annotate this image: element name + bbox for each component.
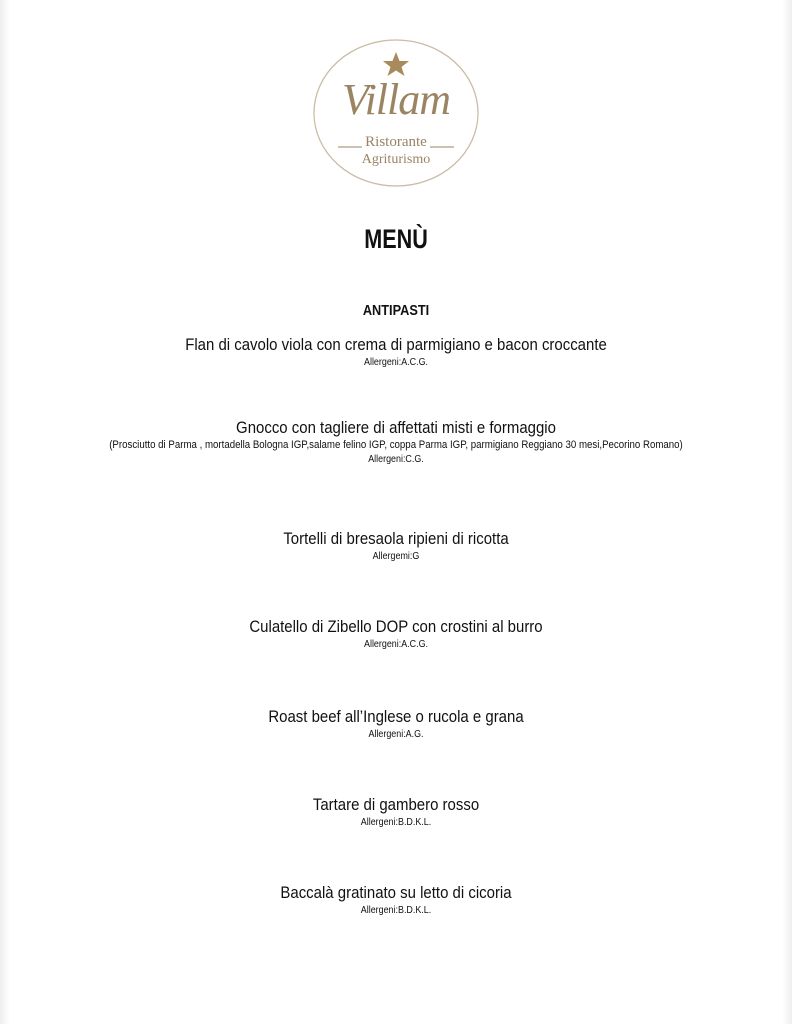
menu-item xyxy=(0,707,792,741)
menu-item xyxy=(0,617,792,651)
dish-name: Tortelli di bresaola ripieni di ricotta xyxy=(283,529,509,548)
dish-allergens: Allergeni:C.G. xyxy=(368,453,424,465)
restaurant-logo xyxy=(312,38,480,188)
menu-item xyxy=(0,883,792,917)
dish-allergens: Allergeni:A.C.G. xyxy=(364,638,428,650)
logo-subtitle-agriturismo: Agriturismo xyxy=(361,152,431,167)
logo-script-name: Villam xyxy=(341,75,451,124)
section-heading-antipasti: ANTIPASTI xyxy=(362,302,430,319)
dish-name: Roast beef all’Inglese o rucola e grana xyxy=(268,707,524,726)
dish-description: (Prosciutto di Parma , mortadella Bologna IGP,salame felino IGP, coppa Parma IGP, parmigiano Reggiano 30 mesi,Pecorino Romano) xyxy=(109,439,683,451)
dish-allergens: Allergemi:G xyxy=(372,550,420,562)
dish-allergens: Allergeni:B.D.K.L. xyxy=(360,816,432,828)
logo-subtitle-ristorante: Ristorante xyxy=(365,134,427,150)
dish-name: Flan di cavolo viola con crema di parmigiano e bacon croccante xyxy=(185,335,607,354)
star-icon xyxy=(383,52,409,76)
dish-name: Gnocco con tagliere di affettati misti e formaggio xyxy=(236,418,556,437)
dish-name: Tartare di gambero rosso xyxy=(312,795,480,814)
menu-title: MENÙ xyxy=(364,224,428,254)
menu-item xyxy=(0,418,792,466)
dish-allergens: Allergeni:A.G. xyxy=(368,728,424,740)
menu-item xyxy=(0,529,792,563)
dish-name: Culatello di Zibello DOP con crostini al burro xyxy=(249,617,543,636)
dish-allergens: Allergeni:B.D.K.L. xyxy=(360,904,432,916)
menu-item xyxy=(0,795,792,829)
menu-item xyxy=(0,335,792,369)
page-edge-left xyxy=(0,0,10,1024)
dish-name: Baccalà gratinato su letto di cicoria xyxy=(280,883,512,902)
dish-allergens: Allergeni:A.C.G. xyxy=(364,356,428,368)
page-edge-right xyxy=(782,0,792,1024)
